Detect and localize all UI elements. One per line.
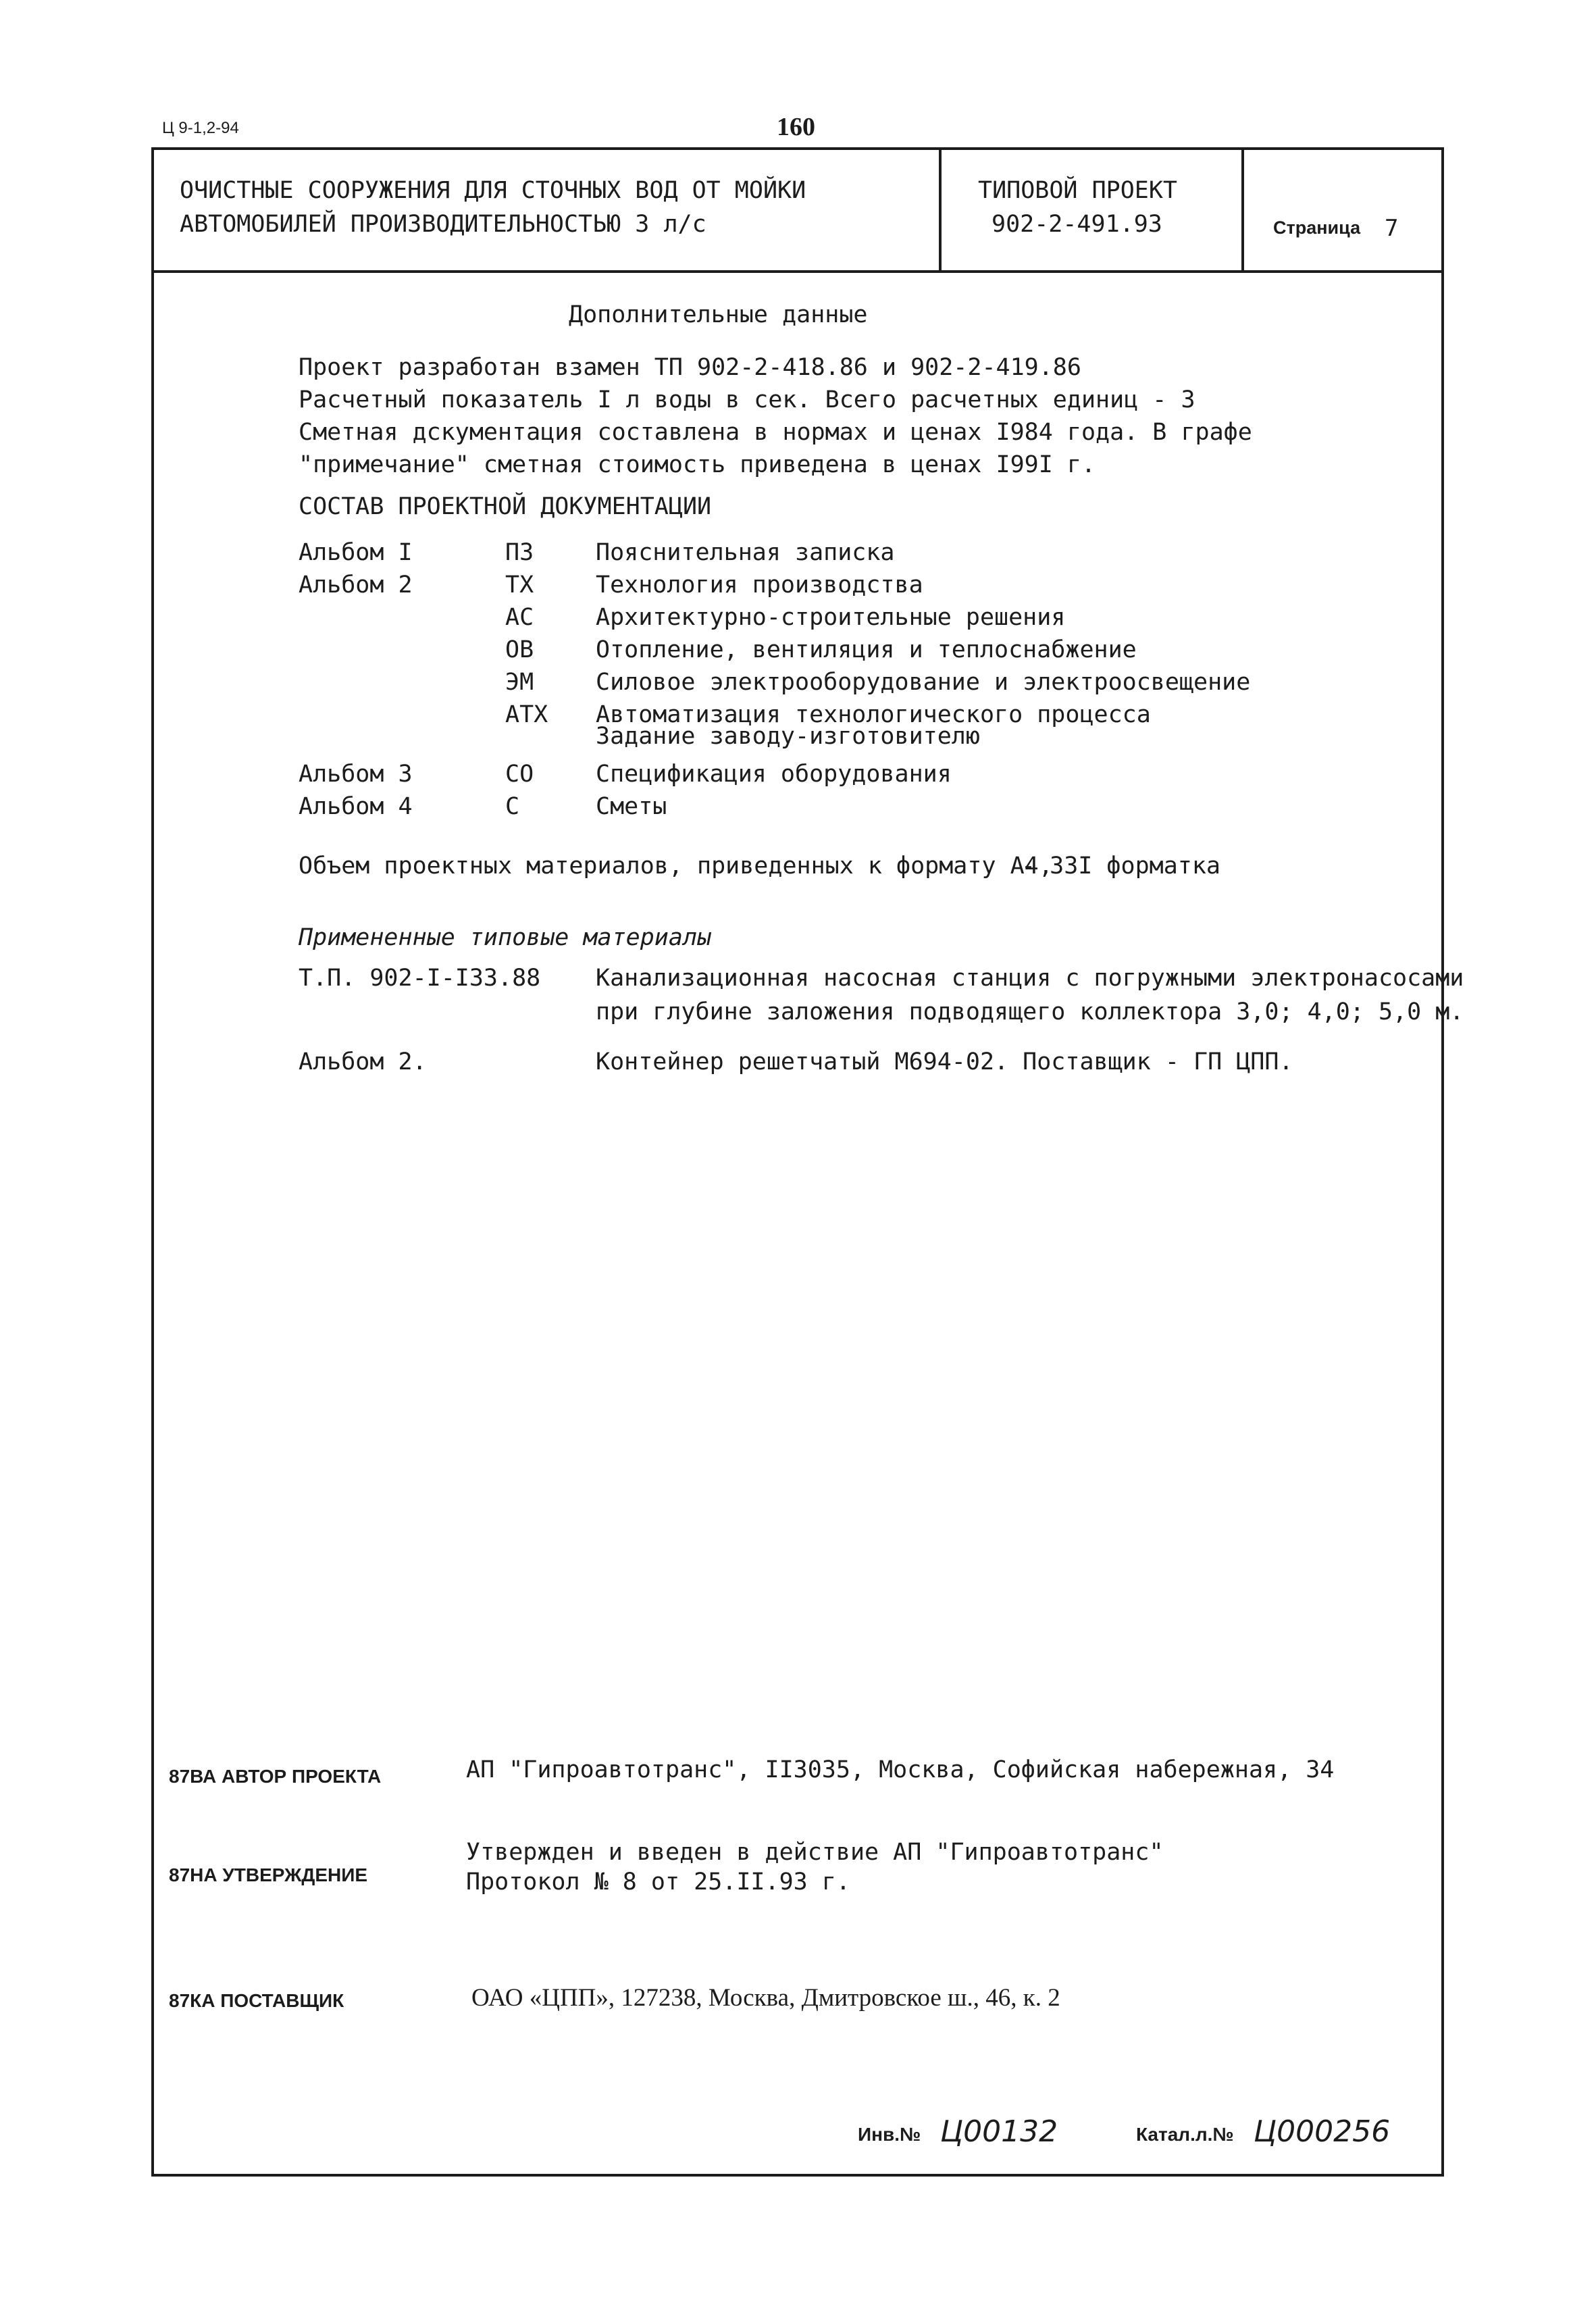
doc-abbr: АТХ [505,701,548,728]
doc-abbr: ЭМ [505,669,534,696]
supplier-value: ОАО «ЦПП», 127238, Москва, Дмитровское ш., 46, к. 2 [471,1984,1060,2012]
composition-heading: СОСТАВ ПРОЕКТНОЙ ДОКУМЕНТАЦИИ [299,493,712,520]
material-code: Альбом 2. [299,1048,427,1075]
document-title-line1: ОЧИСТНЫЕ СООРУЖЕНИЯ ДЛЯ СТОЧНЫХ ВОД ОТ МОЙКИ [180,177,806,204]
doc-abbr: ОВ [505,636,534,663]
project-number: 902-2-491.93 [992,211,1162,238]
doc-description: Архитектурно-строительные решения [596,604,1066,631]
doc-description: Силовое электрооборудование и электроосвещение [596,669,1251,696]
text-line: Проект разработан взамен ТП 902-2-418.86 и 902-2-419.86 [299,354,1081,381]
doc-description: Спецификация оборудования [596,761,952,788]
applied-materials-heading: Примененные типовые материалы [299,924,712,951]
album-label: Альбом 4 [299,793,413,820]
material-description: Канализационная насосная станция с погружными электронасосами [596,965,1464,992]
doc-description: Технология производства [596,571,923,599]
doc-abbr: АС [505,604,534,631]
doc-description: Отопление, вентиляция и теплоснабжение [596,636,1137,663]
page-number: 160 [777,113,815,141]
doc-description: Сметы [596,793,667,820]
volume-label: Объем проектных материалов, приведенных к формату А4, [299,853,1053,880]
approval-value: Утвержден и введен в действие АП "Гипроавтотранс" [466,1839,1164,1866]
material-code: Т.П. 902-I-I33.88 [299,965,541,992]
header-column-divider [1241,147,1244,272]
approval-protocol: Протокол № 8 от 25.II.93 г. [466,1869,850,1896]
author-label: 87ВА АВТОР ПРОЕКТА [169,1766,382,1787]
doc-description-continued: Задание заводу-изготовителю [596,723,980,750]
catalog-number: Ц000256 [1254,2114,1391,2149]
catalog-label: Катал.л.№ [1136,2124,1234,2145]
doc-abbr: ПЗ [505,539,534,566]
doc-description: Пояснительная записка [596,539,895,566]
approval-label: 87НА УТВЕРЖДЕНИЕ [169,1864,368,1885]
document-title-line2: АВТОМОБИЛЕЙ ПРОИЗВОДИТЕЛЬНОСТЬЮ 3 л/с [180,211,706,238]
material-description-continued: при глубине заложения подводящего коллектора 3,0; 4,0; 5,0 м. [596,998,1464,1025]
inventory-number: Ц00132 [940,2114,1058,2149]
doc-abbr: ТХ [505,571,534,599]
header-divider [151,270,1444,273]
document-code: Ц 9-1,2-94 [162,119,239,137]
section-heading: Дополнительные данные [569,301,868,328]
volume-value: - 33I форматка [1021,853,1221,880]
supplier-label: 87КА ПОСТАВЩИК [169,1990,344,2011]
text-line: "примечание" сметная стоимость приведена в ценах I99I г. [299,451,1096,478]
text-line: Расчетный показатель I л воды в сек. Всего расчетных единиц - 3 [299,386,1195,413]
header-column-divider [939,147,942,272]
author-value: АП "Гипроавтотранс", II3035, Москва, Софийская набережная, 34 [466,1756,1335,1783]
album-label: Альбом 2 [299,571,413,599]
material-description: Контейнер решетчатый М694-02. Поставщик - ГП ЦПП. [596,1048,1293,1075]
doc-abbr: СО [505,761,534,788]
page-value: 7 [1385,215,1399,242]
project-type: ТИПОВОЙ ПРОЕКТ [978,177,1178,204]
doc-abbr: С [505,793,520,820]
album-label: Альбом 3 [299,761,413,788]
album-label: Альбом I [299,539,413,566]
page-label: Страница [1273,218,1361,238]
doc-description: Автоматизация технологического процесса [596,701,1151,728]
text-line: Сметная дскументация составлена в нормах и ценах I984 года. В графе [299,419,1252,446]
inventory-label: Инв.№ [858,2124,921,2145]
